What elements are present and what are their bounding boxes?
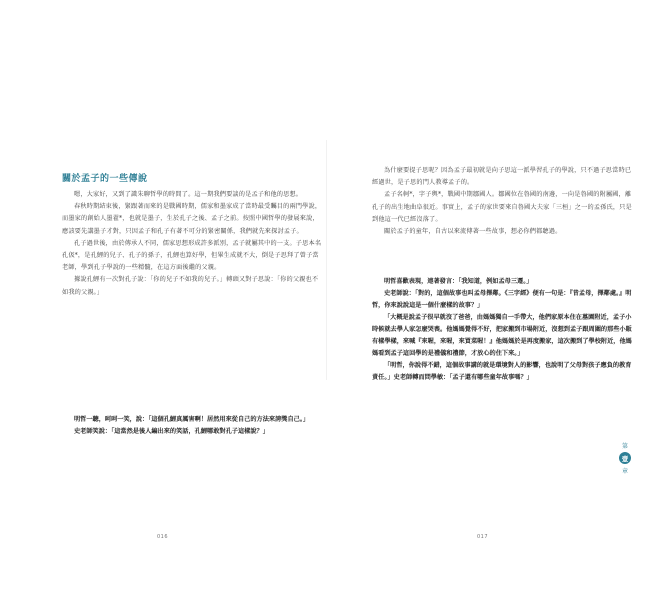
dialog-paragraph: 明哲一聽，呵呵一笑，說：「這個孔鯉真厲害啊！居然用來從自己的方法來誇獎自己。」 [74, 416, 310, 423]
paragraph: 關於孟子的童年，自古以來流傳著一些故事，想必你們都聽過。 [384, 228, 562, 236]
right-narrative [372, 165, 634, 238]
page-number: 016 [157, 534, 169, 540]
paragraph: 為什麼要提子思呢？因為孟子最初就是向子思這一派學習孔子的學說，只不過子思當時已經過世，是子思的門人教導孟子的。 [372, 167, 632, 187]
paragraph: 嗯，大家好，又到了識朱聊哲學的時間了。這一期我們要談的是孟子和他的思想。 [74, 191, 303, 198]
dialog-paragraph: 史老師說：「對的，這個故事也叫孟母擇鄰。《三字經》便有一句是：『昔孟母，擇鄰處。』明哲，你來說說這是一個什麼樣的故事？」 [372, 290, 632, 309]
section-title: 關於孟子的一些傳說 [62, 174, 148, 184]
chapter-tab-top: 第 [621, 443, 628, 450]
paragraph: 孟子名軻*，字子輿*，戰國中期鄒國人。鄒國位在魯國的南邊，一向是魯國的附屬國，離孔子的出生地曲阜很近。事實上，孟子的家世要來自魯國大夫家「三桓」之一的孟孫氏，只是到他這一代已經沒落了。 [372, 191, 632, 223]
paragraph: 孔子過世後，由於傳承人不同，儒家思想形成許多派別，孟子就屬其中的一支。子思本名孔伋*，是孔鯉的兒子、孔子的孫子，孔鯉也算好學，但畢生成就不大，倒是子思拜了曾子當老師，學到孔子學說的一些精髓，在這方面後繼的父親。 [62, 239, 322, 272]
right-page [327, 0, 655, 609]
dialog-paragraph: 「大概是說孟子很早就沒了爸爸，由媽媽獨自一手帶大，他們家原本住在墓園附近，孟子小時候就去學人家怎麼哭喪。他媽媽覺得不好，把家搬到市場附近，沒想到孟子跟周圍的那些小販有樣學樣，來喊『來喔，來喔，來買菜喔！』他媽媽於是再度搬家，這次搬到了學校附近，他媽媽看到孟子這回學的是禮儀和禮節，才放心的住下來。」 [372, 314, 632, 357]
paragraph: 春秋時期結束後，緊跟著而來的是戰國時期，儒家和墨家成了當時最受矚目的兩門學說，而墨家的創始人墨翟*，也就是墨子，生於孔子之後、孟子之前。按照中國哲學的發展來說，應該要先講墨子才對，只因孟子和孔子有著不可分的緊密關係，我們就先來探討孟子。 [62, 203, 322, 235]
dialog-paragraph: 「明哲，你說得不錯，這個故事講的就是環境對人的影響，也說明了父母對孩子應負的教育責任。」史老師轉而問學敏：「孟子還有哪些童年故事嗎？」 [372, 362, 632, 381]
chapter-tab [618, 441, 632, 475]
dialog-paragraph: 明哲喜歡表現，連著發言：「我知道，例如孟母三遷。」 [384, 278, 533, 285]
left-dialog [62, 414, 324, 438]
chapter-tab-bottom: 章 [621, 468, 628, 475]
dialog-paragraph: 史老師笑說：「這當然是後人編出來的笑話，孔鯉哪敢對孔子這樣說？」 [74, 428, 269, 435]
paragraph: 據說孔鯉有一次對孔子說：「你的兒子不如我的兒子。」轉頭又對子思說：「你的父親也不如我的父親。」 [62, 276, 319, 296]
left-page [0, 0, 327, 609]
chapter-number-badge: 壹 [619, 452, 631, 464]
left-narrative [62, 189, 324, 299]
page-number: 017 [477, 534, 489, 540]
right-dialog [372, 276, 634, 384]
